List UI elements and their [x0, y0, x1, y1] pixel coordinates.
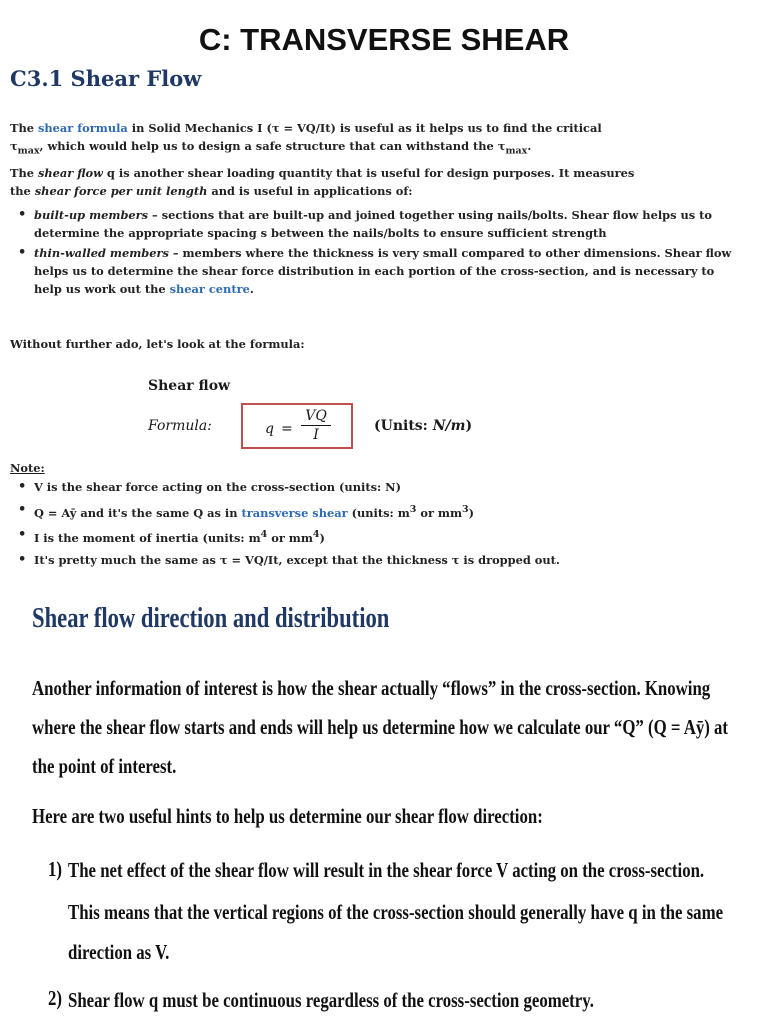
hint-1-marker: 1)	[48, 857, 62, 881]
list-item	[14, 549, 734, 572]
hints-intro: Here are two useful hints to help us determine our shear flow direction:	[32, 804, 543, 828]
formula-title: Shear flow	[148, 378, 231, 394]
emphasis: shear flow	[37, 166, 103, 180]
shear-centre-link[interactable]: shear centre	[169, 282, 250, 296]
superscript: 3	[409, 503, 417, 515]
intro-text: in Solid Mechanics I (τ = VQ/It) is useful as it helps us to find the critical	[127, 121, 602, 135]
intro-paragraph-2	[10, 164, 750, 200]
distribution-heading: Shear flow direction and distribution	[32, 602, 390, 634]
distribution-line: the point of interest.	[32, 754, 177, 778]
list-item-text: .	[249, 282, 254, 296]
units-value: N/m	[432, 418, 466, 434]
note-list	[14, 476, 734, 572]
note-text: or mm	[267, 530, 313, 545]
intro-text: and is useful in applications of:	[207, 184, 413, 198]
emphasis: thin-walled members	[34, 246, 169, 260]
hint-2-line: Shear flow q must be continuous regardless of the cross-section geometry.	[68, 988, 594, 1012]
list-item-text: – members where the thickness is very small compared to other dimensions. Shear flow helps us to determine the shear force distribution in each portion of the cross-section, and is necessary to help us work out the	[34, 246, 732, 296]
note-text: It's pretty much the same as τ = VQ/It, except that the thickness τ is dropped out.	[34, 553, 560, 568]
shear-formula-link[interactable]: shear formula	[37, 121, 128, 135]
list-item	[14, 206, 734, 242]
note-text: V is the shear force acting on the cross-section (units: N)	[34, 480, 401, 494]
subscript: max	[505, 145, 528, 157]
hint-1-line: The net effect of the shear flow will result in the shear force V acting on the cross-section.	[68, 858, 705, 882]
list-item-text: – sections that are built-up and joined together using nails/bolts. Shear flow helps us to determine the appropriate spacing s between the nails/bolts to ensure sufficient strength	[34, 208, 713, 240]
lead-in-text: Without further ado, let's look at the formula:	[10, 337, 305, 351]
emphasis: shear force per unit length	[34, 184, 208, 198]
list-item	[14, 244, 734, 298]
list-item	[14, 476, 734, 499]
note-text: I is the moment of inertia (units: m	[34, 530, 261, 545]
superscript: 3	[462, 503, 469, 515]
list-item	[14, 524, 734, 549]
transverse-shear-link[interactable]: transverse shear	[241, 505, 348, 520]
intro-text: , which would help us to design a safe structure that can withstand the τ	[39, 139, 506, 153]
note-text: Q = Aȳ and it's the same Q as in	[34, 505, 238, 520]
formula-denominator: I	[313, 427, 319, 443]
page-title: C: TRANSVERSE SHEAR	[198, 22, 570, 57]
formula-box	[241, 403, 353, 449]
distribution-line: where the shear flow starts and ends will help us determine how we calculate our “Q” (Q = Aȳ) at	[32, 715, 729, 739]
note-text: )	[468, 505, 475, 520]
formula-lhs: q	[265, 421, 274, 437]
intro-text: τ	[10, 139, 18, 153]
applications-list	[14, 206, 734, 298]
list-item	[14, 499, 734, 524]
hint-1-line: This means that the vertical regions of the cross-section should generally have q in the same	[68, 900, 724, 924]
superscript: 4	[260, 528, 268, 540]
formula-fraction	[301, 407, 331, 444]
subscript: max	[17, 145, 40, 157]
intro-text: .	[527, 139, 532, 153]
formula-equals: =	[281, 421, 293, 437]
hint-2-marker: 2)	[48, 986, 62, 1010]
units-text: )	[465, 418, 473, 434]
note-label: Note:	[10, 461, 45, 475]
formula-units	[374, 418, 472, 434]
intro-text: q is another shear loading quantity that is useful for design purposes. It measures	[102, 166, 635, 180]
formula-numerator: VQ	[301, 407, 331, 426]
units-text: (Units:	[374, 418, 433, 434]
emphasis: built-up members	[34, 208, 149, 222]
intro-paragraph-1	[10, 119, 750, 160]
distribution-line: Another information of interest is how the shear actually “flows” in the cross-section. Knowing	[32, 676, 711, 700]
superscript: 4	[312, 528, 320, 540]
section-heading: C3.1 Shear Flow	[10, 66, 202, 91]
note-text: or mm	[416, 505, 463, 520]
intro-text: The	[10, 166, 38, 180]
note-text: )	[319, 530, 325, 545]
formula-label: Formula:	[148, 418, 212, 434]
intro-text: The	[10, 121, 38, 135]
note-text: (units: m	[347, 505, 410, 520]
intro-text: the	[10, 184, 35, 198]
hint-1-line: direction as V.	[68, 940, 170, 964]
